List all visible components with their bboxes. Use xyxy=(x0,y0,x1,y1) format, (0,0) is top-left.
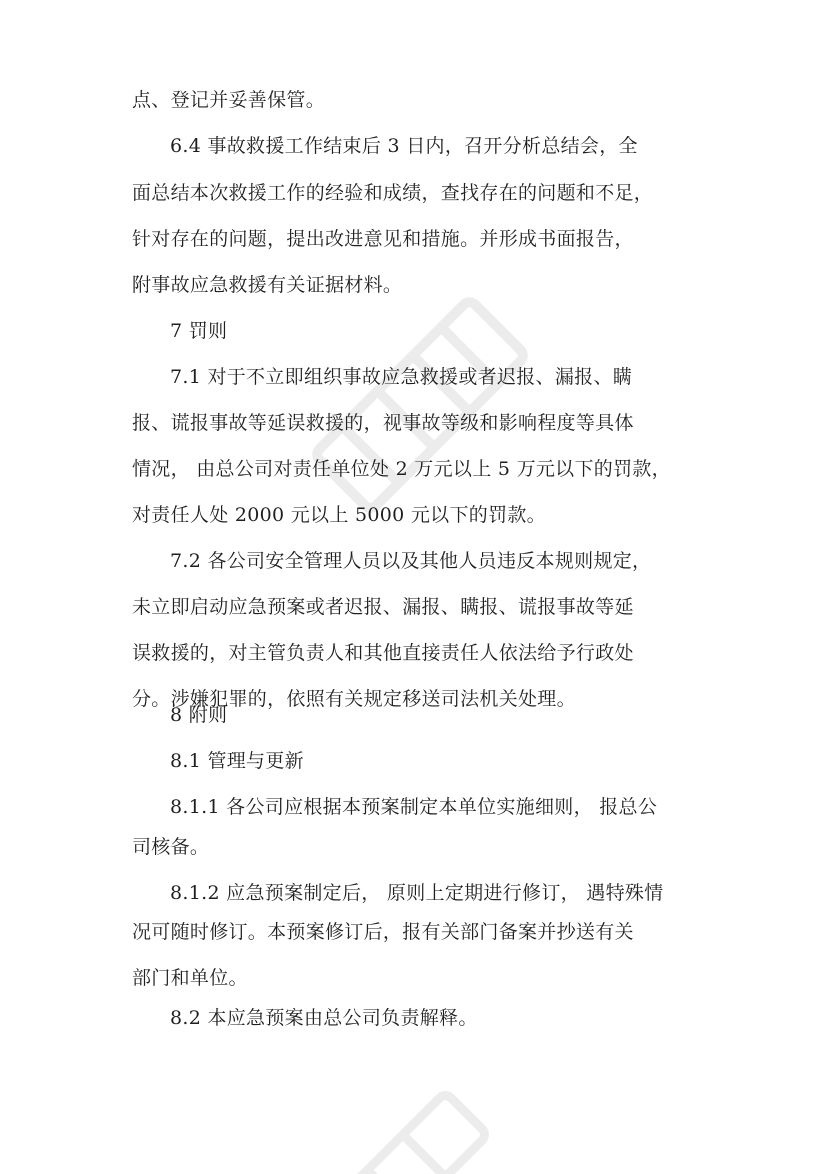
text-line: 误救援的，对主管负责人和其他直接责任人依法给予行政处 xyxy=(132,642,634,664)
text-line: 况可随时修订。本预案修订后，报有关部门备案并抄送有关 xyxy=(132,921,634,943)
text-line: 情况， 由总公司对责任单位处 2 万元以上 5 万元以下的罚款， xyxy=(132,458,671,480)
section-title: 8 附则 xyxy=(170,704,228,726)
text-line: 针对存在的问题，提出改进意见和措施。并形成书面报告， xyxy=(132,228,634,250)
text-line: 附事故应急救援有关证据材料。 xyxy=(132,274,403,296)
text-line: 未立即启动应急预案或者迟报、漏报、瞒报、谎报事故等延 xyxy=(132,596,634,618)
text-line: 7.1 对于不立即组织事故应急救援或者迟报、漏报、瞒 xyxy=(170,366,633,388)
text-line: 6.4 事故救援工作结束后 3 日内，召开分析总结会，全 xyxy=(170,135,638,157)
subsection-title: 8.1 管理与更新 xyxy=(170,750,304,772)
section-heading-7 xyxy=(170,313,227,350)
section-heading-8 xyxy=(170,697,227,734)
text-line: 8.2 本应急预案由总公司负责解释。 xyxy=(170,1007,478,1029)
text-line: 分。涉嫌犯罪的，依照有关规定移送司法机关处理。 xyxy=(132,688,576,710)
watermark-stamp-bottom xyxy=(310,1090,510,1174)
text-line: 司核备。 xyxy=(132,836,210,858)
text-line: 8.1.2 应急预案制定后， 原则上定期进行修订， 遇特殊情 xyxy=(170,882,664,904)
paragraph-7-1-body xyxy=(132,405,671,534)
text-line: 面总结本次救援工作的经验和成绩，查找存在的问题和不足， xyxy=(132,182,654,204)
paragraph-7-1-first xyxy=(170,359,632,396)
paragraph-6-4-first xyxy=(170,128,638,165)
paragraph-8-1-1-first xyxy=(170,789,657,826)
text-line: 7.2 各公司安全管理人员以及其他人员违反本规则规定， xyxy=(170,550,652,572)
text-line: 报、谎报事故等延误救援的，视事故等级和影响程度等具体 xyxy=(132,412,634,434)
paragraph-8-1-1-body xyxy=(132,829,209,866)
paragraph-8-1-2-first xyxy=(170,875,663,912)
paragraph-8-2 xyxy=(170,1000,478,1037)
paragraph-7-2-first xyxy=(170,543,651,580)
text-line: 部门和单位。 xyxy=(132,967,248,989)
section-title: 7 罚则 xyxy=(170,320,228,342)
text-line: 点、登记并妥善保管。 xyxy=(132,89,326,111)
paragraph-6-4-body xyxy=(132,175,653,304)
paragraph-8-1-2-body xyxy=(132,914,634,997)
paragraph-6-3-tail xyxy=(132,82,325,119)
text-line: 8.1.1 各公司应根据本预案制定本单位实施细则， 报总公 xyxy=(170,796,658,818)
text-line: 对责任人处 2000 元以上 5000 元以下的罚款。 xyxy=(132,504,546,526)
subsection-heading-8-1 xyxy=(170,743,304,780)
